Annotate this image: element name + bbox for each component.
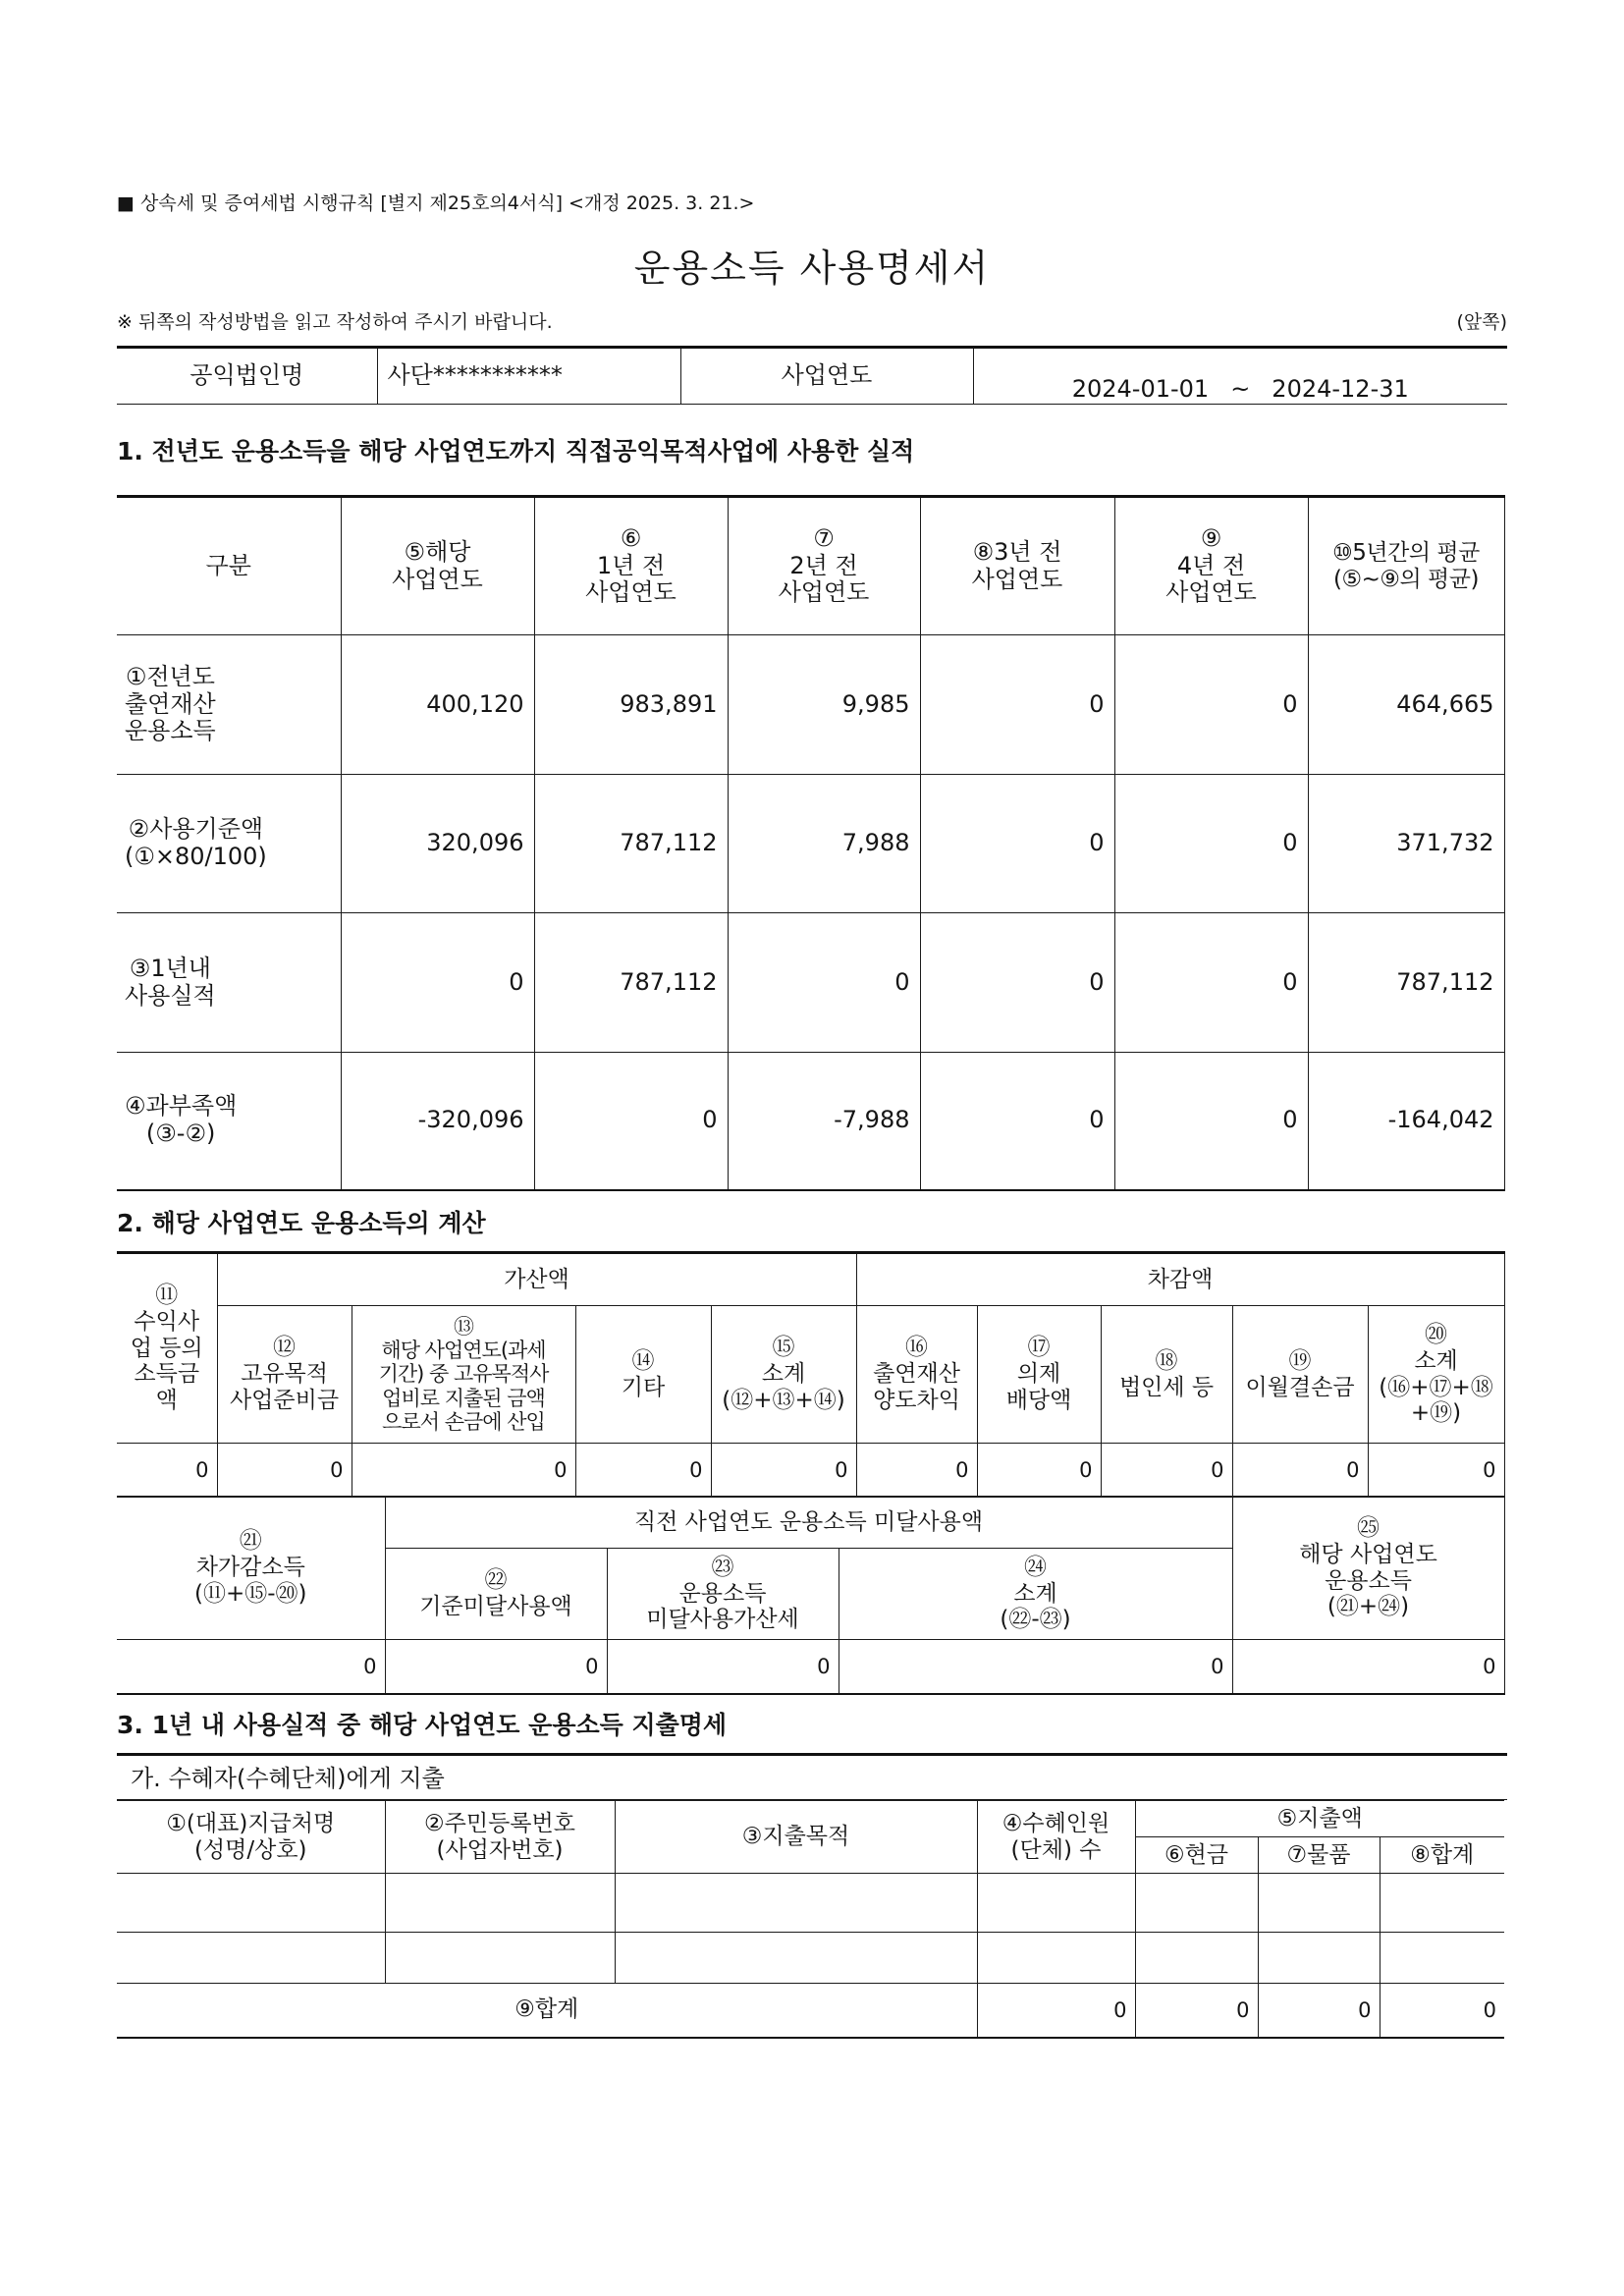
s3-group-expenditure: ⑤지출액 bbox=[1135, 1801, 1504, 1837]
s1-row-label bbox=[117, 775, 341, 913]
s3-total-goods: 0 bbox=[1258, 1984, 1380, 2038]
s2-value: 0 bbox=[1101, 1444, 1232, 1498]
fiscal-year-separator: ~ bbox=[1230, 374, 1251, 403]
s3-header-total: ⑧합계 bbox=[1380, 1837, 1504, 1874]
section2-table-result bbox=[117, 1496, 1505, 1695]
s1-row4-value: -320,096 bbox=[341, 1053, 534, 1190]
s3-cell-payee bbox=[117, 1933, 385, 1984]
s3-cell-beneficiary-count bbox=[977, 1874, 1135, 1933]
org-name-label: 공익법인명 bbox=[117, 348, 377, 405]
s2-header-current-operating-income: ㉕ 해당 사업연도 운용소득 (㉑+㉔) bbox=[1232, 1497, 1504, 1640]
s2-header-reserve: ⑫ 고유목적 사업준비금 bbox=[217, 1306, 352, 1444]
s1-row3-value: 0 bbox=[728, 913, 920, 1053]
s1-row2-value: 7,988 bbox=[728, 775, 920, 913]
s1-row1-label: ①전년도 출연재산 운용소득 bbox=[125, 662, 216, 745]
s1-row2-value: 0 bbox=[1114, 775, 1308, 913]
s1-row1-value: 983,891 bbox=[534, 635, 728, 775]
s3-total-label: ⑨합계 bbox=[117, 1984, 977, 2038]
s3-cell-total bbox=[1380, 1874, 1504, 1933]
s1-row4-value: 0 bbox=[1114, 1053, 1308, 1190]
s1-row3-value: 787,112 bbox=[534, 913, 728, 1053]
s3-cell-registration-number bbox=[385, 1933, 615, 1984]
section2-table-calc bbox=[117, 1251, 1505, 1498]
s2-group-additions: 가산액 bbox=[217, 1253, 856, 1306]
section3-subtitle: 가. 수혜자(수혜단체)에게 지출 bbox=[117, 1753, 1507, 1800]
s3-empty-row bbox=[117, 1933, 1504, 1984]
s3-header-registration-number: ②주민등록번호 (사업자번호) bbox=[385, 1801, 615, 1874]
s2-header-other: ⑭ 기타 bbox=[575, 1306, 711, 1444]
s1-row-label bbox=[117, 913, 341, 1053]
s1-header-1-year-prior: ⑥ 1년 전 사업연도 bbox=[534, 497, 728, 635]
s1-header-category: 구분 bbox=[117, 497, 341, 635]
s2-value: 0 bbox=[711, 1444, 856, 1498]
s3-header-cash: ⑥현금 bbox=[1135, 1837, 1258, 1874]
s2-group-deductions: 차감액 bbox=[856, 1253, 1504, 1306]
info-table bbox=[117, 346, 1507, 405]
section2-title: 2. 해당 사업연도 운용소득의 계산 bbox=[117, 1209, 486, 1237]
s1-row2-label: ②사용기준액 (①×80/100) bbox=[125, 815, 267, 870]
s3-header-beneficiary-count: ④수혜인원 (단체) 수 bbox=[977, 1801, 1135, 1874]
s1-row2-value: 787,112 bbox=[534, 775, 728, 913]
s3-cell-beneficiary-count bbox=[977, 1933, 1135, 1984]
s3-total-cash: 0 bbox=[1135, 1984, 1258, 2038]
s2-value: 0 bbox=[1368, 1444, 1504, 1498]
org-name-value: 사단*********** bbox=[377, 348, 680, 405]
s1-row-label bbox=[117, 635, 341, 775]
s1-row2-average: 371,732 bbox=[1308, 775, 1504, 913]
s2-result-value: 0 bbox=[607, 1640, 839, 1694]
s1-row1-value: 0 bbox=[920, 635, 1114, 775]
s1-header-2-years-prior: ⑦ 2년 전 사업연도 bbox=[728, 497, 920, 635]
s1-header-current-year: ⑤해당 사업연도 bbox=[341, 497, 534, 635]
section3-title: 3. 1년 내 사용실적 중 해당 사업연도 운용소득 지출명세 bbox=[117, 1711, 728, 1739]
s2-result-value: 0 bbox=[117, 1640, 385, 1694]
s1-row2-value: 320,096 bbox=[341, 775, 534, 913]
s3-total-beneficiaries: 0 bbox=[977, 1984, 1135, 2038]
page-side-label: (앞쪽) bbox=[1456, 311, 1507, 333]
s1-row1-average: 464,665 bbox=[1308, 635, 1504, 775]
s2-header-shortfall-subtotal: ㉔ 소계 (㉒-㉓) bbox=[839, 1549, 1232, 1640]
s2-header-corporate-tax: ⑱ 법인세 등 bbox=[1101, 1306, 1232, 1444]
s2-header-business-income: ⑪ 수익사 업 등의 소득금 액 bbox=[117, 1253, 217, 1444]
s3-cell-cash bbox=[1135, 1874, 1258, 1933]
regulation-reference: ■ 상속세 및 증여세법 시행규칙 [별지 제25호의4서식] <개정 2025. 3. 21.> bbox=[117, 192, 755, 214]
s1-row3-average: 787,112 bbox=[1308, 913, 1504, 1053]
s3-header-payee: ①(대표)지급처명 (성명/상호) bbox=[117, 1801, 385, 1874]
s1-row3-value: 0 bbox=[920, 913, 1114, 1053]
instruction-note: ※ 뒤쪽의 작성방법을 읽고 작성하여 주시기 바랍니다. bbox=[117, 311, 553, 333]
form-title: 운용소득 사용명세서 bbox=[633, 246, 991, 290]
s2-header-carried-loss: ⑲ 이월결손금 bbox=[1232, 1306, 1368, 1444]
s1-header-5-year-average: ⑩5년간의 평균 (⑤~⑨의 평균) bbox=[1308, 497, 1504, 635]
s1-header-4-years-prior: ⑨ 4년 전 사업연도 bbox=[1114, 497, 1308, 635]
s3-cell-total bbox=[1380, 1933, 1504, 1984]
s2-value: 0 bbox=[977, 1444, 1101, 1498]
s3-cell-goods bbox=[1258, 1933, 1380, 1984]
s1-header-3-years-prior: ⑧3년 전 사업연도 bbox=[920, 497, 1114, 635]
s2-value: 0 bbox=[352, 1444, 575, 1498]
s2-value: 0 bbox=[575, 1444, 711, 1498]
s3-cell-purpose bbox=[615, 1933, 977, 1984]
fiscal-year-range bbox=[973, 348, 1507, 405]
s2-header-deemed-dividend: ⑰ 의제 배당액 bbox=[977, 1306, 1101, 1444]
s1-row4-value: 0 bbox=[534, 1053, 728, 1190]
s3-total-sum: 0 bbox=[1380, 1984, 1504, 2038]
s1-row1-value: 400,120 bbox=[341, 635, 534, 775]
s2-header-net-income: ㉑ 차가감소득 (⑪+⑮-⑳) bbox=[117, 1497, 385, 1640]
s2-header-shortfall-penalty: ㉓ 운용소득 미달사용가산세 bbox=[607, 1549, 839, 1640]
s1-row4-label: ④과부족액 (③-②) bbox=[125, 1092, 238, 1148]
s3-header-purpose: ③지출목적 bbox=[615, 1801, 977, 1874]
s2-result-value: 0 bbox=[839, 1640, 1232, 1694]
s2-value: 0 bbox=[856, 1444, 977, 1498]
s3-cell-payee bbox=[117, 1874, 385, 1933]
s2-value: 0 bbox=[217, 1444, 352, 1498]
s2-value: 0 bbox=[1232, 1444, 1368, 1498]
s2-result-value: 0 bbox=[385, 1640, 607, 1694]
s1-row2-value: 0 bbox=[920, 775, 1114, 913]
s2-group-prior-shortfall: 직전 사업연도 운용소득 미달사용액 bbox=[385, 1497, 1232, 1549]
s1-row1-value: 9,985 bbox=[728, 635, 920, 775]
s1-row4-value: -7,988 bbox=[728, 1053, 920, 1190]
s3-cell-purpose bbox=[615, 1874, 977, 1933]
s3-empty-row bbox=[117, 1874, 1504, 1933]
section3-table bbox=[117, 1800, 1504, 2039]
s2-header-shortfall-amount: ㉒ 기준미달사용액 bbox=[385, 1549, 607, 1640]
section1-title: 1. 전년도 운용소득을 해당 사업연도까지 직접공익목적사업에 사용한 실적 bbox=[117, 437, 915, 465]
s2-value: 0 bbox=[117, 1444, 217, 1498]
s1-row4-average: -164,042 bbox=[1308, 1053, 1504, 1190]
s3-header-goods: ⑦물품 bbox=[1258, 1837, 1380, 1874]
s3-cell-goods bbox=[1258, 1874, 1380, 1933]
s1-row3-label: ③1년내 사용실적 bbox=[125, 954, 216, 1010]
s1-row1-value: 0 bbox=[1114, 635, 1308, 775]
s2-header-transfer-gain: ⑯ 출연재산 양도차익 bbox=[856, 1306, 977, 1444]
s2-header-expensed-amount: ⑬ 해당 사업연도(과세 기간) 중 고유목적사 업비로 지출된 금액 으로서 손금에 산입 bbox=[352, 1306, 575, 1444]
s1-row3-value: 0 bbox=[341, 913, 534, 1053]
fiscal-year-label: 사업연도 bbox=[680, 348, 973, 405]
s1-row-label bbox=[117, 1053, 341, 1190]
section1-table bbox=[117, 495, 1505, 1191]
s2-header-add-subtotal: ⑮ 소계 (⑫+⑬+⑭) bbox=[711, 1306, 856, 1444]
s3-cell-registration-number bbox=[385, 1874, 615, 1933]
fiscal-year-end: 2024-12-31 bbox=[1272, 374, 1409, 403]
fiscal-year-start: 2024-01-01 bbox=[1071, 374, 1210, 403]
s1-row3-value: 0 bbox=[1114, 913, 1308, 1053]
s3-cell-cash bbox=[1135, 1933, 1258, 1984]
s2-result-value: 0 bbox=[1232, 1640, 1504, 1694]
s1-row4-value: 0 bbox=[920, 1053, 1114, 1190]
s2-header-deduct-subtotal: ⑳ 소계 (⑯+⑰+⑱ +⑲) bbox=[1368, 1306, 1504, 1444]
